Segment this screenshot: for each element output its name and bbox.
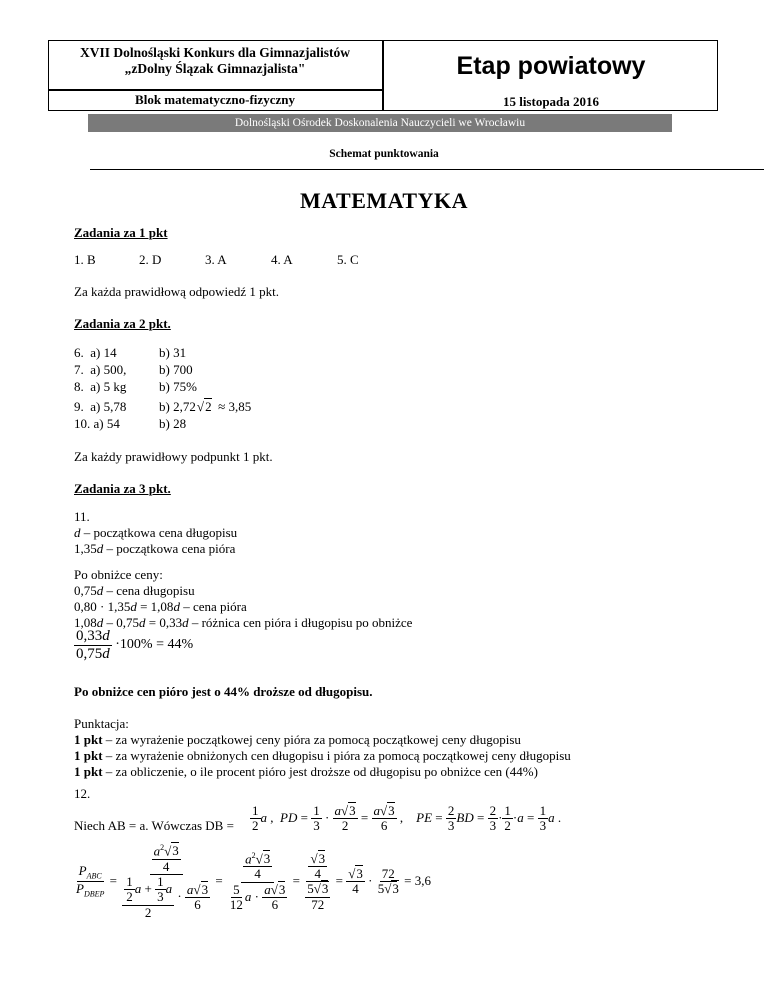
answer-3: 3. A: [205, 252, 227, 267]
answer-1: 1. B: [74, 252, 96, 267]
block-name: Blok matematyczno-fizyczny: [135, 92, 295, 107]
section2-b-column-2: b) 2,72 √2 ≈ 3,85 b) 28: [159, 399, 252, 431]
section2-heading: Zadania za 2 pkt.: [74, 316, 171, 331]
task12-number: 12.: [74, 786, 91, 801]
section1-heading: Zadania za 1 pkt: [74, 225, 168, 240]
organizer-bar: Dolnośląski Ośrodek Doskonalenia Nauczycieli we Wrocławiu: [88, 114, 672, 132]
section2-note: Za każdy prawidłowy podpunkt 1 pkt.: [74, 449, 273, 464]
task11-definitions: 11. d – początkowa cena długopisu 1,35d – początkowa cena pióra: [74, 509, 238, 556]
contest-title: XVII Dolnośląski Konkurs dla Gimnazjalistów „zDolny Ślązak Gimnazjalista": [79, 45, 351, 76]
task11-conclusion: Po obniżce cen pióro jest o 44% droższe od długopisu.: [74, 684, 373, 699]
date: 15 listopada 2016: [502, 94, 600, 109]
section3-heading: Zadania za 3 pkt.: [74, 481, 171, 496]
task11-scoring: Punktacja: 1 pkt – za wyrażenie początkowej ceny pióra za pomocą początkowej ceny długopisu 1 pkt – za wyrażenie obniżonych cen długopisu i pióra za pomocą początkowej ceny długopisu 1 pkt – za obliczenie, o ile procent pióro jest droższe od długopisu po obniżce cen (44%): [74, 716, 571, 779]
task12-intro: Niech AB = a. Wówczas DB =: [74, 818, 234, 833]
task12-line1-formulas: $\frac{1}{2}$ a , PD = $\frac{1}{3}$ · $\frac{a√3}{2}$ = $\frac{a√3}{6}$ , PE = $\frac{2}{3}$ BD = $\frac{2}{3}$ · $\frac{1}{2}$ ·a = $\frac{1}{3}$ a .: [252, 803, 562, 834]
answer-2: 2. D: [139, 252, 162, 267]
answer-4: 4. A: [271, 252, 293, 267]
task11-fraction: $\frac{0,33d}{0,75d}$ ·100% = 44%: [76, 628, 194, 662]
section1-note: Za każda prawidłową odpowiedź 1 pkt.: [74, 284, 280, 299]
doc-subtitle: Schemat punktowania: [329, 148, 439, 160]
task11-after-discount: Po obniżce ceny: 0,75d – cena długopisu 0,80 · 1,35d = 1,08d – cena pióra 1,08d – 0,75d = 0,33d – różnica cen pióra i długopisu po obniżce: [74, 567, 413, 630]
task12-ratio-formula: $\frac{P_{ABC}}{P_{DBEP}}$ = $\frac{a^2√3}{4}$ $\frac{1}{2}$ a + $\frac{1}{3}$ a 2 · $\frac{a√3}{6}$ = $\frac{a^2√3}{4}$ $\frac{5}{12}$ a · $\frac{a√3}{6}$ = $\frac{\frac{√3}{4}}{\frac{5√3}{72}}$ = $\frac{√3}{4}$ · $\frac{72}{5√3}$ = 3,6: [76, 843, 431, 920]
header-rule: [48, 89, 382, 91]
stage-title: Etap powiatowy: [456, 52, 646, 80]
divider: [90, 169, 764, 170]
answer-5: 5. C: [337, 252, 359, 267]
doc-title: MATEMATYKA: [300, 188, 468, 213]
section2-b-column: b) 31 b) 700 b) 75%: [159, 345, 197, 394]
section2-a-column: 6. a) 14 7. a) 500, 8. a) 5 kg: [74, 345, 127, 394]
section2-a-column-2: 9. a) 5,78 10. a) 54: [74, 399, 127, 431]
